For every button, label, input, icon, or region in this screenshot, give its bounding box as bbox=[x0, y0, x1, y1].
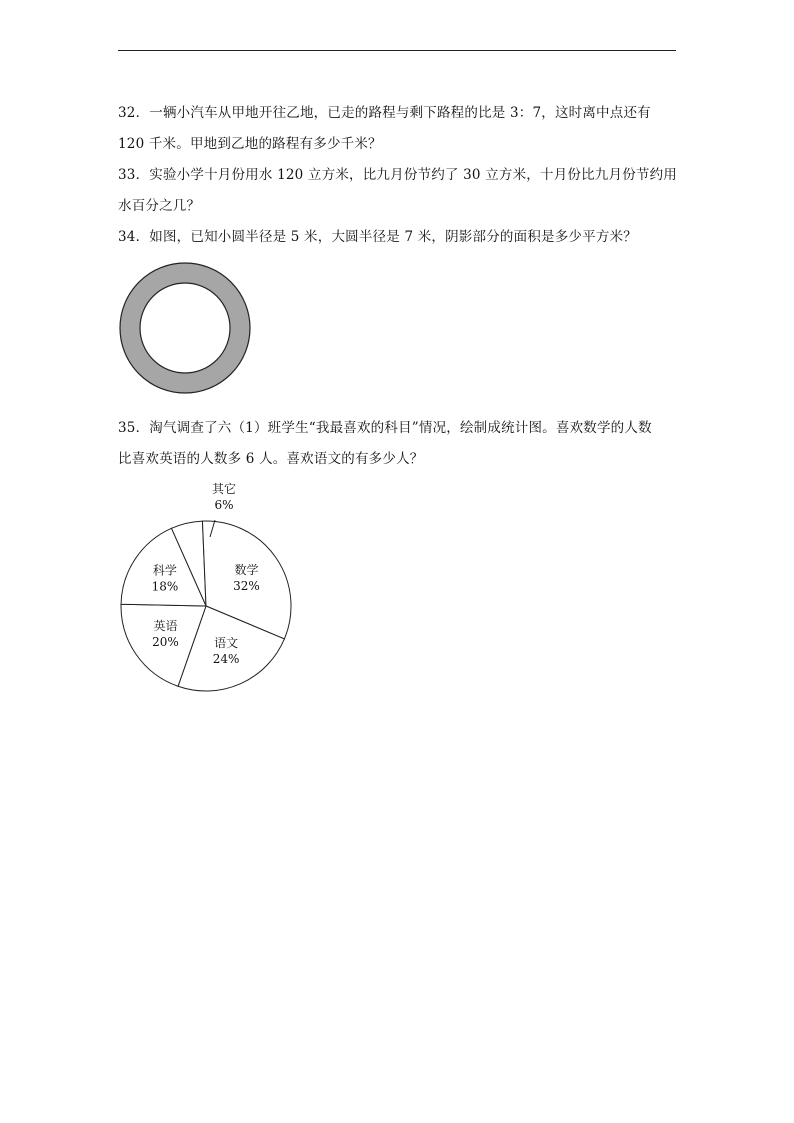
question-33 bbox=[118, 160, 678, 222]
question-34-line-1: 34．如图，已知小圆半径是 5 米，大圆半径是 7 米，阴影部分的面积是多少平方米？ bbox=[118, 229, 637, 245]
question-32-line-2: 120 千米。甲地到乙地的路程有多少千米？ bbox=[118, 136, 382, 152]
annulus-figure bbox=[118, 261, 258, 401]
pie-percent-math: 32% bbox=[233, 578, 260, 593]
question-35 bbox=[118, 413, 678, 475]
question-35-line-2: 比喜欢英语的人数多 6 人。喜欢语文的有多少人？ bbox=[118, 451, 424, 467]
pie-label-other: 其它 bbox=[211, 482, 237, 496]
question-32 bbox=[118, 98, 678, 160]
question-34 bbox=[118, 222, 678, 253]
question-35-line-1: 35．淘气调查了六（1）班学生“我最喜欢的科目”情况，绘制成统计图。喜欢数学的人数 bbox=[118, 420, 652, 436]
question-32-line-1: 32．一辆小汽车从甲地开往乙地，已走的路程与剩下路程的比是 3：7，这时离中点还有 bbox=[118, 105, 651, 121]
pie-percent-other: 6% bbox=[214, 498, 234, 512]
pie-label-chinese: 语文 bbox=[214, 636, 239, 650]
worksheet-content bbox=[118, 98, 678, 696]
pie-percent-english: 20% bbox=[152, 635, 179, 650]
pie-label-math: 数学 bbox=[234, 562, 259, 577]
question-33-line-2: 水百分之几？ bbox=[118, 198, 201, 214]
header-rule bbox=[118, 50, 676, 51]
pie-chart bbox=[118, 481, 308, 696]
question-33-line-1: 33．实验小学十月份用水 120 立方米，比九月份节约了 30 立方米，十月份比九月份节约用 bbox=[118, 167, 677, 183]
pie-label-english: 英语 bbox=[153, 619, 178, 634]
inner-circle bbox=[140, 283, 230, 373]
pie-percent-chinese: 24% bbox=[212, 652, 240, 666]
pie-percent-science: 18% bbox=[151, 579, 179, 594]
pie-label-science: 科学 bbox=[152, 563, 177, 578]
